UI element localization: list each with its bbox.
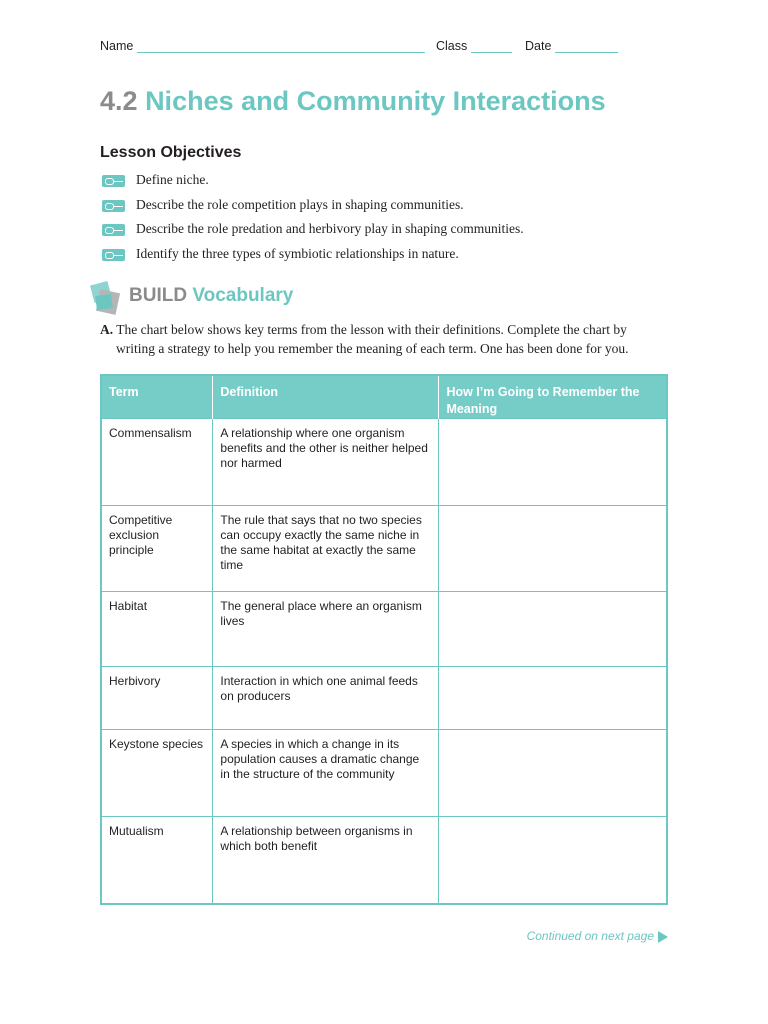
table-row (101, 506, 667, 592)
remember-cell[interactable] (439, 592, 667, 667)
objective-item (100, 222, 660, 244)
term-cell: Herbivory (101, 667, 213, 730)
name-label: Name (100, 39, 134, 53)
definition-cell: A species in which a change in its population causes a dramatic change in the structure of the community (213, 730, 439, 817)
continued-text: Continued on next page (526, 929, 654, 943)
table-header-row (101, 375, 667, 419)
vocabulary-table (100, 374, 668, 905)
vocabulary-cards-icon (88, 281, 126, 319)
class-label: Class (436, 39, 468, 53)
remember-cell[interactable] (439, 419, 667, 506)
table-row (101, 730, 667, 817)
date-label: Date (525, 39, 552, 53)
remember-cell[interactable] (439, 730, 667, 817)
definition-cell: The general place where an organism lives (213, 592, 439, 667)
class-field[interactable] (471, 52, 512, 53)
table-row (101, 667, 667, 730)
objective-item (100, 247, 660, 269)
objective-text: Define niche. (136, 172, 209, 187)
column-header-definition: Definition (213, 375, 439, 419)
objective-item (100, 198, 660, 220)
vocabulary-word: Vocabulary (192, 285, 294, 306)
column-header-term: Term (101, 375, 213, 419)
term-cell: Keystone species (101, 730, 213, 817)
objective-item (100, 173, 660, 195)
term-cell: Mutualism (101, 817, 213, 904)
column-header-remember: How I’m Going to Remember the Meaning (439, 375, 667, 419)
objectives-heading: Lesson Objectives (100, 144, 242, 161)
definition-cell: Interaction in which one animal feeds on producers (213, 667, 439, 730)
table-row (101, 817, 667, 904)
continued-link[interactable] (527, 929, 668, 943)
definition-cell: The rule that says that no two species can occupy exactly the same niche in the same habitat at exactly the same time (213, 506, 439, 592)
section-number: 4.2 (100, 86, 138, 116)
key-icon (102, 200, 125, 212)
page-title (100, 86, 606, 117)
objective-text: Describe the role competition plays in shaping communities. (136, 197, 464, 212)
build-word: BUILD (129, 285, 188, 306)
definition-cell: A relationship between organisms in which both benefit (213, 817, 439, 904)
term-cell: Competitive exclusion principle (101, 506, 213, 592)
instruction-line-2: writing a strategy to help you remember the meaning of each term. One has been done for you. (116, 341, 629, 356)
key-icon (102, 224, 125, 236)
arrow-right-icon (658, 931, 668, 943)
build-vocabulary-heading (129, 285, 293, 307)
name-field[interactable] (137, 52, 425, 53)
key-icon (102, 175, 125, 187)
remember-cell[interactable] (439, 506, 667, 592)
table-row (101, 592, 667, 667)
definition-cell: A relationship where one organism benefits and the other is neither helped nor harmed (213, 419, 439, 506)
date-field[interactable] (555, 52, 618, 53)
remember-cell[interactable] (439, 667, 667, 730)
instruction-label: A. (100, 322, 114, 337)
objective-text: Identify the three types of symbiotic relationships in nature. (136, 246, 459, 261)
term-cell: Commensalism (101, 419, 213, 506)
table-row (101, 419, 667, 506)
remember-cell[interactable] (439, 817, 667, 904)
instruction-line-1: The chart below shows key terms from the lesson with their definitions. Complete the chart by (116, 322, 627, 337)
instruction-text (100, 320, 675, 358)
key-icon (102, 249, 125, 261)
section-title: Niches and Community Interactions (145, 86, 606, 116)
term-cell: Habitat (101, 592, 213, 667)
objective-text: Describe the role predation and herbivory play in shaping communities. (136, 221, 524, 236)
